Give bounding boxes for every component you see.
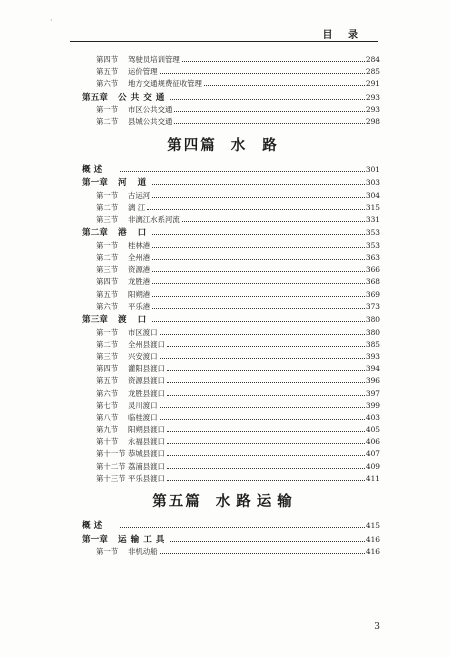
header-title: 目 录 [322,30,364,41]
entry-page-number: 409 [365,461,380,471]
dot-leader [160,553,365,554]
entry-number: 第五节 [96,376,119,386]
entry-number: 第一节 [96,240,119,250]
section-entry[interactable] [70,78,380,90]
dot-leader [152,296,365,297]
entry-title: 桂林港 [128,240,151,250]
entry-title: 驾驶员培训管理 [128,55,180,64]
entry-page-number: 304 [365,190,380,200]
entry-number: 第三节 [96,351,119,361]
dot-leader [182,61,365,62]
section-entry[interactable] [70,264,380,276]
entry-number: 第六节 [96,301,119,311]
entry-title: 港 口 [118,228,151,239]
section-entry[interactable] [70,66,380,78]
entry-page-number: 399 [365,400,380,410]
part-title: 水 路 [230,136,283,154]
dot-leader [152,184,365,185]
dot-leader [152,283,365,284]
entry-page-number: 353 [365,228,380,238]
dot-leader [152,259,365,260]
entry-title: 非漓江水系河流 [128,215,180,225]
dot-leader [147,209,365,210]
part-heading [70,485,380,519]
dot-leader [152,247,365,248]
dot-leader [152,321,365,322]
chapter-entry[interactable] [70,163,380,177]
entry-page-number: 293 [365,92,380,102]
section-entry[interactable] [70,400,380,412]
section-entry[interactable] [70,276,380,288]
entry-page-number: 411 [365,473,380,483]
entry-title: 兴安渡口 [128,351,158,361]
chapter-entry[interactable] [70,91,380,105]
chapter-entry[interactable] [70,519,380,533]
entry-number: 第十一节 [96,449,126,459]
entry-number: 第一节 [96,327,119,337]
entry-page-number: 393 [365,351,380,361]
entry-page-number: 380 [365,327,380,337]
entry-number: 第七节 [96,400,119,410]
entry-page-number: 416 [365,534,380,544]
entry-number: 第一节 [96,190,119,200]
section-entry[interactable] [70,252,380,264]
dot-leader [182,221,365,222]
dot-leader [120,527,365,528]
section-entry[interactable] [70,116,380,128]
entry-title: 恭城县渡口 [128,449,165,459]
entry-title: 资源港 [128,265,151,275]
dot-leader [167,431,365,432]
entry-page-number: 405 [365,425,380,435]
dot-leader [167,455,365,456]
chapter-entry[interactable] [70,176,380,190]
entry-title: 全州县渡口 [128,339,165,349]
section-entry[interactable] [70,190,380,202]
entry-number: 第六节 [96,79,119,89]
part-number: 第四篇 [167,136,217,154]
entry-title: 灌阳县渡口 [128,364,165,374]
entry-page-number: 291 [365,79,380,89]
entry-number: 第八节 [96,412,119,422]
scan-mark: · [50,16,53,25]
part-heading [70,129,380,163]
section-entry[interactable] [70,424,380,436]
entry-title: 全州港 [128,253,151,263]
dot-leader [120,171,365,172]
entry-number: 第五节 [96,289,119,299]
entry-title: 龙胜港 [128,277,151,287]
dot-leader [174,123,365,124]
dot-leader [167,443,365,444]
entry-number: 第二章 [82,228,108,239]
entry-page-number: 373 [365,301,380,311]
section-entry[interactable] [70,388,380,400]
entry-number: 第五章 [82,92,108,103]
dot-leader [170,541,365,542]
entry-number: 第二节 [96,339,119,349]
section-entry[interactable] [70,351,380,363]
section-entry[interactable] [70,289,380,301]
entry-page-number: 415 [365,521,380,531]
entry-page-number: 385 [365,339,380,349]
entry-number: 第二节 [96,253,119,263]
entry-page-number: 315 [365,202,380,212]
entry-title: 灵川渡口 [128,400,158,410]
entry-number: 概 述 [82,521,103,532]
entry-number: 第二节 [96,202,119,212]
section-entry[interactable] [70,327,380,339]
entry-page-number: 284 [365,55,380,64]
entry-title: 市区公共交通 [128,105,173,115]
entry-page-number: 298 [365,117,380,127]
dot-leader [167,346,365,347]
entry-page-number: 293 [365,105,380,115]
entry-title: 运输工具 [118,534,169,545]
entry-title: 公共交通 [118,92,169,103]
entry-title: 地方交通规费征收管理 [128,79,202,89]
dot-leader [152,308,365,309]
table-of-contents [70,54,380,558]
entry-page-number: 303 [365,178,380,188]
dot-leader [160,358,365,359]
section-entry[interactable] [70,240,380,252]
entry-title: 古运河 [128,190,151,200]
entry-title: 渡 口 [118,315,151,325]
entry-number: 第十三节 [96,473,126,483]
entry-number: 第九节 [96,425,119,435]
entry-number: 第十节 [96,437,119,447]
dot-leader [204,85,365,86]
entry-title: 资源县渡口 [128,376,165,386]
dot-leader [160,334,365,335]
section-entry[interactable] [70,301,380,313]
entry-title: 龙胜县渡口 [128,388,165,398]
entry-title: 荔浦县渡口 [128,461,165,471]
section-entry[interactable] [70,412,380,424]
entry-number: 第五节 [96,67,119,77]
section-entry[interactable] [70,448,380,460]
entry-page-number: 406 [365,437,380,447]
entry-title: 漓 江 [128,202,146,212]
entry-number: 第三节 [96,265,119,275]
header-rule [70,41,378,42]
dot-leader [152,234,365,235]
dot-leader [167,468,365,469]
entry-page-number: 366 [365,265,380,275]
chapter-entry[interactable] [70,533,380,547]
dot-leader [152,197,365,198]
entry-title: 阳朔县渡口 [128,425,165,435]
entry-number: 第六节 [96,388,119,398]
dot-leader [167,395,365,396]
entry-title: 运价管理 [128,67,158,77]
dot-leader [152,271,365,272]
page-number: 3 [374,622,380,632]
entry-number: 第十二节 [96,461,126,471]
entry-number: 第三节 [96,215,119,225]
entry-page-number: 416 [365,547,380,557]
section-entry[interactable] [70,54,380,66]
entry-title: 非机动船 [128,547,158,557]
entry-title: 阳朔港 [128,289,151,299]
dot-leader [174,111,365,112]
dot-leader [160,407,365,408]
dot-leader [167,370,365,371]
entry-page-number: 394 [365,364,380,374]
chapter-entry[interactable] [70,226,380,240]
entry-title: 平乐港 [128,301,151,311]
entry-title: 平乐县渡口 [128,473,165,483]
entry-page-number: 407 [365,449,380,459]
entry-number: 第三章 [82,315,108,325]
entry-title: 河 道 [118,178,151,189]
entry-title: 临桂渡口 [128,412,158,422]
entry-title: 市区渡口 [128,327,158,337]
entry-page-number: 368 [365,277,380,287]
section-entry[interactable] [70,436,380,448]
entry-page-number: 369 [365,289,380,299]
dot-leader [167,382,365,383]
dot-leader [160,419,365,420]
entry-number: 第四节 [96,277,119,287]
entry-number: 第二节 [96,117,119,127]
section-entry[interactable] [70,202,380,214]
entry-page-number: 403 [365,412,380,422]
entry-number: 第一节 [96,105,119,115]
section-entry[interactable] [70,104,380,116]
section-entry[interactable] [70,363,380,375]
section-entry[interactable] [70,375,380,387]
entry-page-number: 363 [365,253,380,263]
entry-page-number: 331 [365,215,380,225]
entry-number: 第一章 [82,178,108,189]
part-title: 水路运输 [215,493,298,511]
entry-title: 县城公共交通 [128,117,173,127]
part-number: 第五篇 [152,493,202,511]
section-entry[interactable] [70,473,380,485]
section-entry[interactable] [70,339,380,351]
chapter-entry[interactable] [70,313,380,327]
entry-title: 永福县渡口 [128,437,165,447]
entry-page-number: 397 [365,388,380,398]
dot-leader [160,73,365,74]
entry-page-number: 353 [365,240,380,250]
entry-page-number: 285 [365,67,380,77]
entry-number: 第一节 [96,547,119,557]
dot-leader [170,99,365,100]
section-entry[interactable] [70,214,380,226]
dot-leader [167,480,365,481]
section-entry[interactable] [70,546,380,558]
entry-page-number: 396 [365,376,380,386]
entry-number: 第一章 [82,534,108,545]
entry-page-number: 301 [365,164,380,174]
entry-page-number: 380 [365,315,380,324]
entry-number: 第四节 [96,364,119,374]
section-entry[interactable] [70,461,380,473]
entry-number: 概 述 [82,164,103,175]
entry-number: 第四节 [96,55,119,64]
